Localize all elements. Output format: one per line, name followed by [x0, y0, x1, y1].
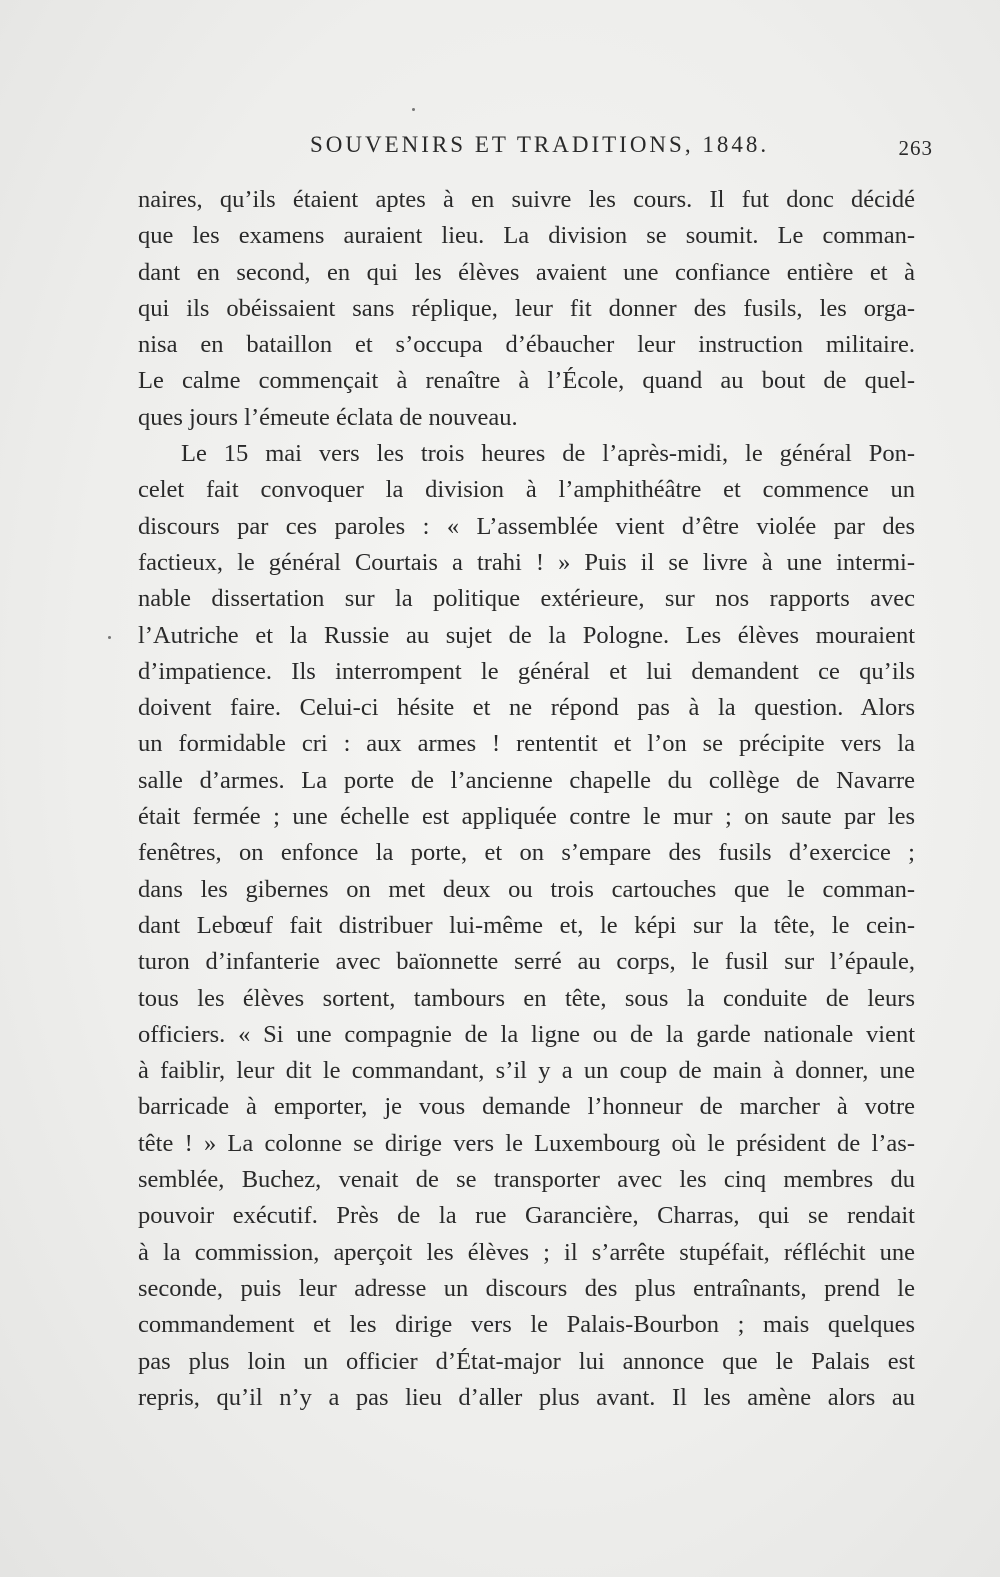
text-line: pas plus loin un officier d’État-major lui annonce que le Palais est	[138, 1347, 915, 1375]
text-line: était fermée ; une échelle est appliquée contre le mur ; on saute par les	[138, 803, 915, 831]
text-line: commandement et les dirige vers le Palais-Bourbon ; mais quelques	[138, 1311, 915, 1339]
text-line: à faiblir, leur dit le commandant, s’il y a un coup de main à donner, une	[138, 1057, 915, 1085]
text-line: nisa en bataillon et s’occupa d’ébaucher leur instruction militaire.	[138, 331, 915, 359]
text-line: l’Autriche et la Russie au sujet de la Pologne. Les élèves mouraient	[138, 621, 915, 649]
text-line: seconde, puis leur adresse un discours des plus entraînants, prend le	[138, 1274, 915, 1302]
text-line: dans les gibernes on met deux ou trois cartouches que le comman-	[138, 875, 915, 903]
text-line: officiers. « Si une compagnie de la ligne ou de la garde nationale vient	[138, 1020, 915, 1048]
running-head	[138, 132, 933, 162]
running-title: SOUVENIRS ET TRADITIONS, 1848.	[310, 132, 770, 157]
text-line: semblée, Buchez, venait de se transporter avec les cinq membres du	[138, 1166, 915, 1194]
text-line: factieux, le général Courtais a trahi ! » Puis il se livre à une intermi-	[138, 548, 915, 576]
text-line: nable dissertation sur la politique extérieure, sur nos rapports avec	[138, 585, 915, 613]
paper-speck	[108, 636, 111, 639]
text-line: doivent faire. Celui-ci hésite et ne répond pas à la question. Alors	[138, 694, 915, 722]
text-line: d’impatience. Ils interrompent le général et lui demandent ce qu’ils	[138, 657, 915, 685]
text-line: qui ils obéissaient sans réplique, leur fit donner des fusils, les orga-	[138, 294, 915, 322]
text-line: tous les élèves sortent, tambours en tête, sous la conduite de leurs	[138, 984, 915, 1012]
text-line: salle d’armes. La porte de l’ancienne chapelle du collège de Navarre	[138, 766, 915, 794]
text-line: barricade à emporter, je vous demande l’honneur de marcher à votre	[138, 1093, 915, 1121]
text-line: que les examens auraient lieu. La division se soumit. Le comman-	[138, 222, 915, 250]
text-line: naires, qu’ils étaient aptes à en suivre les cours. Il fut donc décidé	[138, 186, 915, 213]
page-number: 263	[898, 136, 933, 160]
text-line: fenêtres, on enfonce la porte, et on s’empare des fusils d’exercice ;	[138, 839, 915, 867]
text-line: pouvoir exécutif. Près de la rue Garancière, Charras, qui se rendait	[138, 1202, 915, 1230]
text-line: tête ! » La colonne se dirige vers le Luxembourg où le président de l’as-	[138, 1129, 915, 1157]
text-line: dant Lebœuf fait distribuer lui-même et, le képi sur la tête, le cein-	[138, 911, 915, 939]
text-line: discours par ces paroles : « L’assemblée vient d’être violée par des	[138, 512, 915, 540]
text-line: dant en second, en qui les élèves avaient une confiance entière et à	[138, 258, 915, 286]
paragraph-start-line: Le 15 mai vers les trois heures de l’après-midi, le général Pon-	[181, 440, 915, 468]
text-line: ques jours l’émeute éclata de nouveau.	[138, 403, 518, 431]
text-line: à la commission, aperçoit les élèves ; il s’arrête stupéfait, réfléchit une	[138, 1238, 915, 1266]
text-line: turon d’infanterie avec baïonnette serré au corps, le fusil sur l’épaule,	[138, 948, 915, 976]
text-line: un formidable cri : aux armes ! rententit et l’on se précipite vers la	[138, 730, 915, 758]
text-line: Le calme commençait à renaître à l’École, quand au bout de quel-	[138, 367, 915, 395]
paper-speck	[412, 108, 415, 111]
text-line: repris, qu’il n’y a pas lieu d’aller plus avant. Il les amène alors au	[138, 1383, 915, 1411]
body-text	[138, 182, 915, 1416]
text-line: celet fait convoquer la division à l’amphithéâtre et commence un	[138, 476, 915, 504]
